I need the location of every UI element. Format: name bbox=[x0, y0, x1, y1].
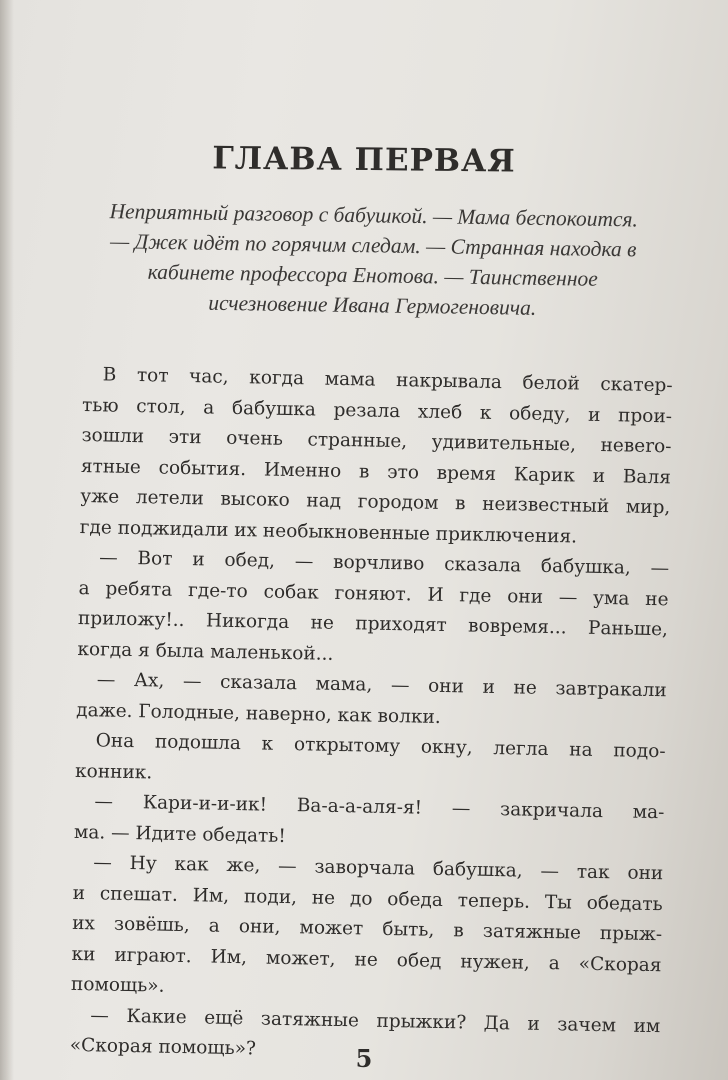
text-line: ятные события. Именно в это время Карик и Валя bbox=[80, 455, 672, 488]
text-line: помощь». bbox=[70, 973, 165, 997]
text-line: приложу!.. Никогда не приходят вовремя... Раньше, bbox=[77, 607, 669, 641]
text-line: зошли эти очень странные, удивительные, невero- bbox=[81, 424, 672, 458]
page-number: 5 bbox=[355, 1044, 373, 1073]
text-line: конник. bbox=[74, 760, 153, 783]
text-line: — Ну как же, — заворчала бабушка, — так они bbox=[93, 852, 664, 885]
text-line: и спешат. Им, поди, не до обеда теперь. Ты обедать bbox=[72, 882, 663, 915]
body-text bbox=[70, 360, 673, 1073]
chapter-title: ГЛАВА ПЕРВАЯ bbox=[212, 140, 516, 180]
text-line: — Вот и обед, — ворчливо сказала бабушка, — bbox=[99, 547, 670, 580]
text-line: где поджидали их необыкновенные приключения. bbox=[79, 516, 578, 548]
text-line: их зовёшь, а они, может быть, в затяжные прыж- bbox=[71, 912, 663, 946]
text-line: — Кари-и-и-ик! Ва-а-а-аля-я! — закричала ма- bbox=[94, 791, 665, 824]
text-line: ма. — Идите обедать! bbox=[73, 821, 286, 847]
text-line: Она подошла к открытому окну, легла на подо- bbox=[95, 730, 666, 763]
text-line: — Какие ещё затяжные прыжки? Да и зачем им bbox=[90, 1004, 661, 1037]
text-line: когда я была маленькой... bbox=[77, 638, 334, 665]
text-line: В тот час, когда мама накрывала белой скатер- bbox=[102, 364, 673, 397]
text-line: ки играют. Им, может, не обед нужен, а «Скорая bbox=[71, 943, 662, 976]
chapter-synopsis: Неприятный разговор с бабушкой. — Мама беспокоится. — Джек идёт по горячим следам. — Странная находка в кабинете профессора Енотова. — Таинственное исчезновение Ивана Гермогеновича. bbox=[109, 199, 639, 320]
text-line: а ребята где-то собак гоняют. И где они — ума не bbox=[78, 577, 669, 610]
text-line: даже. Голодные, наверно, как волки. bbox=[76, 699, 441, 728]
text-line: «Скорая помощь»? bbox=[69, 1034, 257, 1060]
text-line: — Ах, — сказала мама, — они и не завтракали bbox=[96, 669, 667, 702]
text-line: уже летели высоко над городом в неизвестный мир, bbox=[80, 485, 671, 519]
text-line: тью стол, а бабушка резала хлеб к обеду, и прои- bbox=[81, 394, 673, 427]
